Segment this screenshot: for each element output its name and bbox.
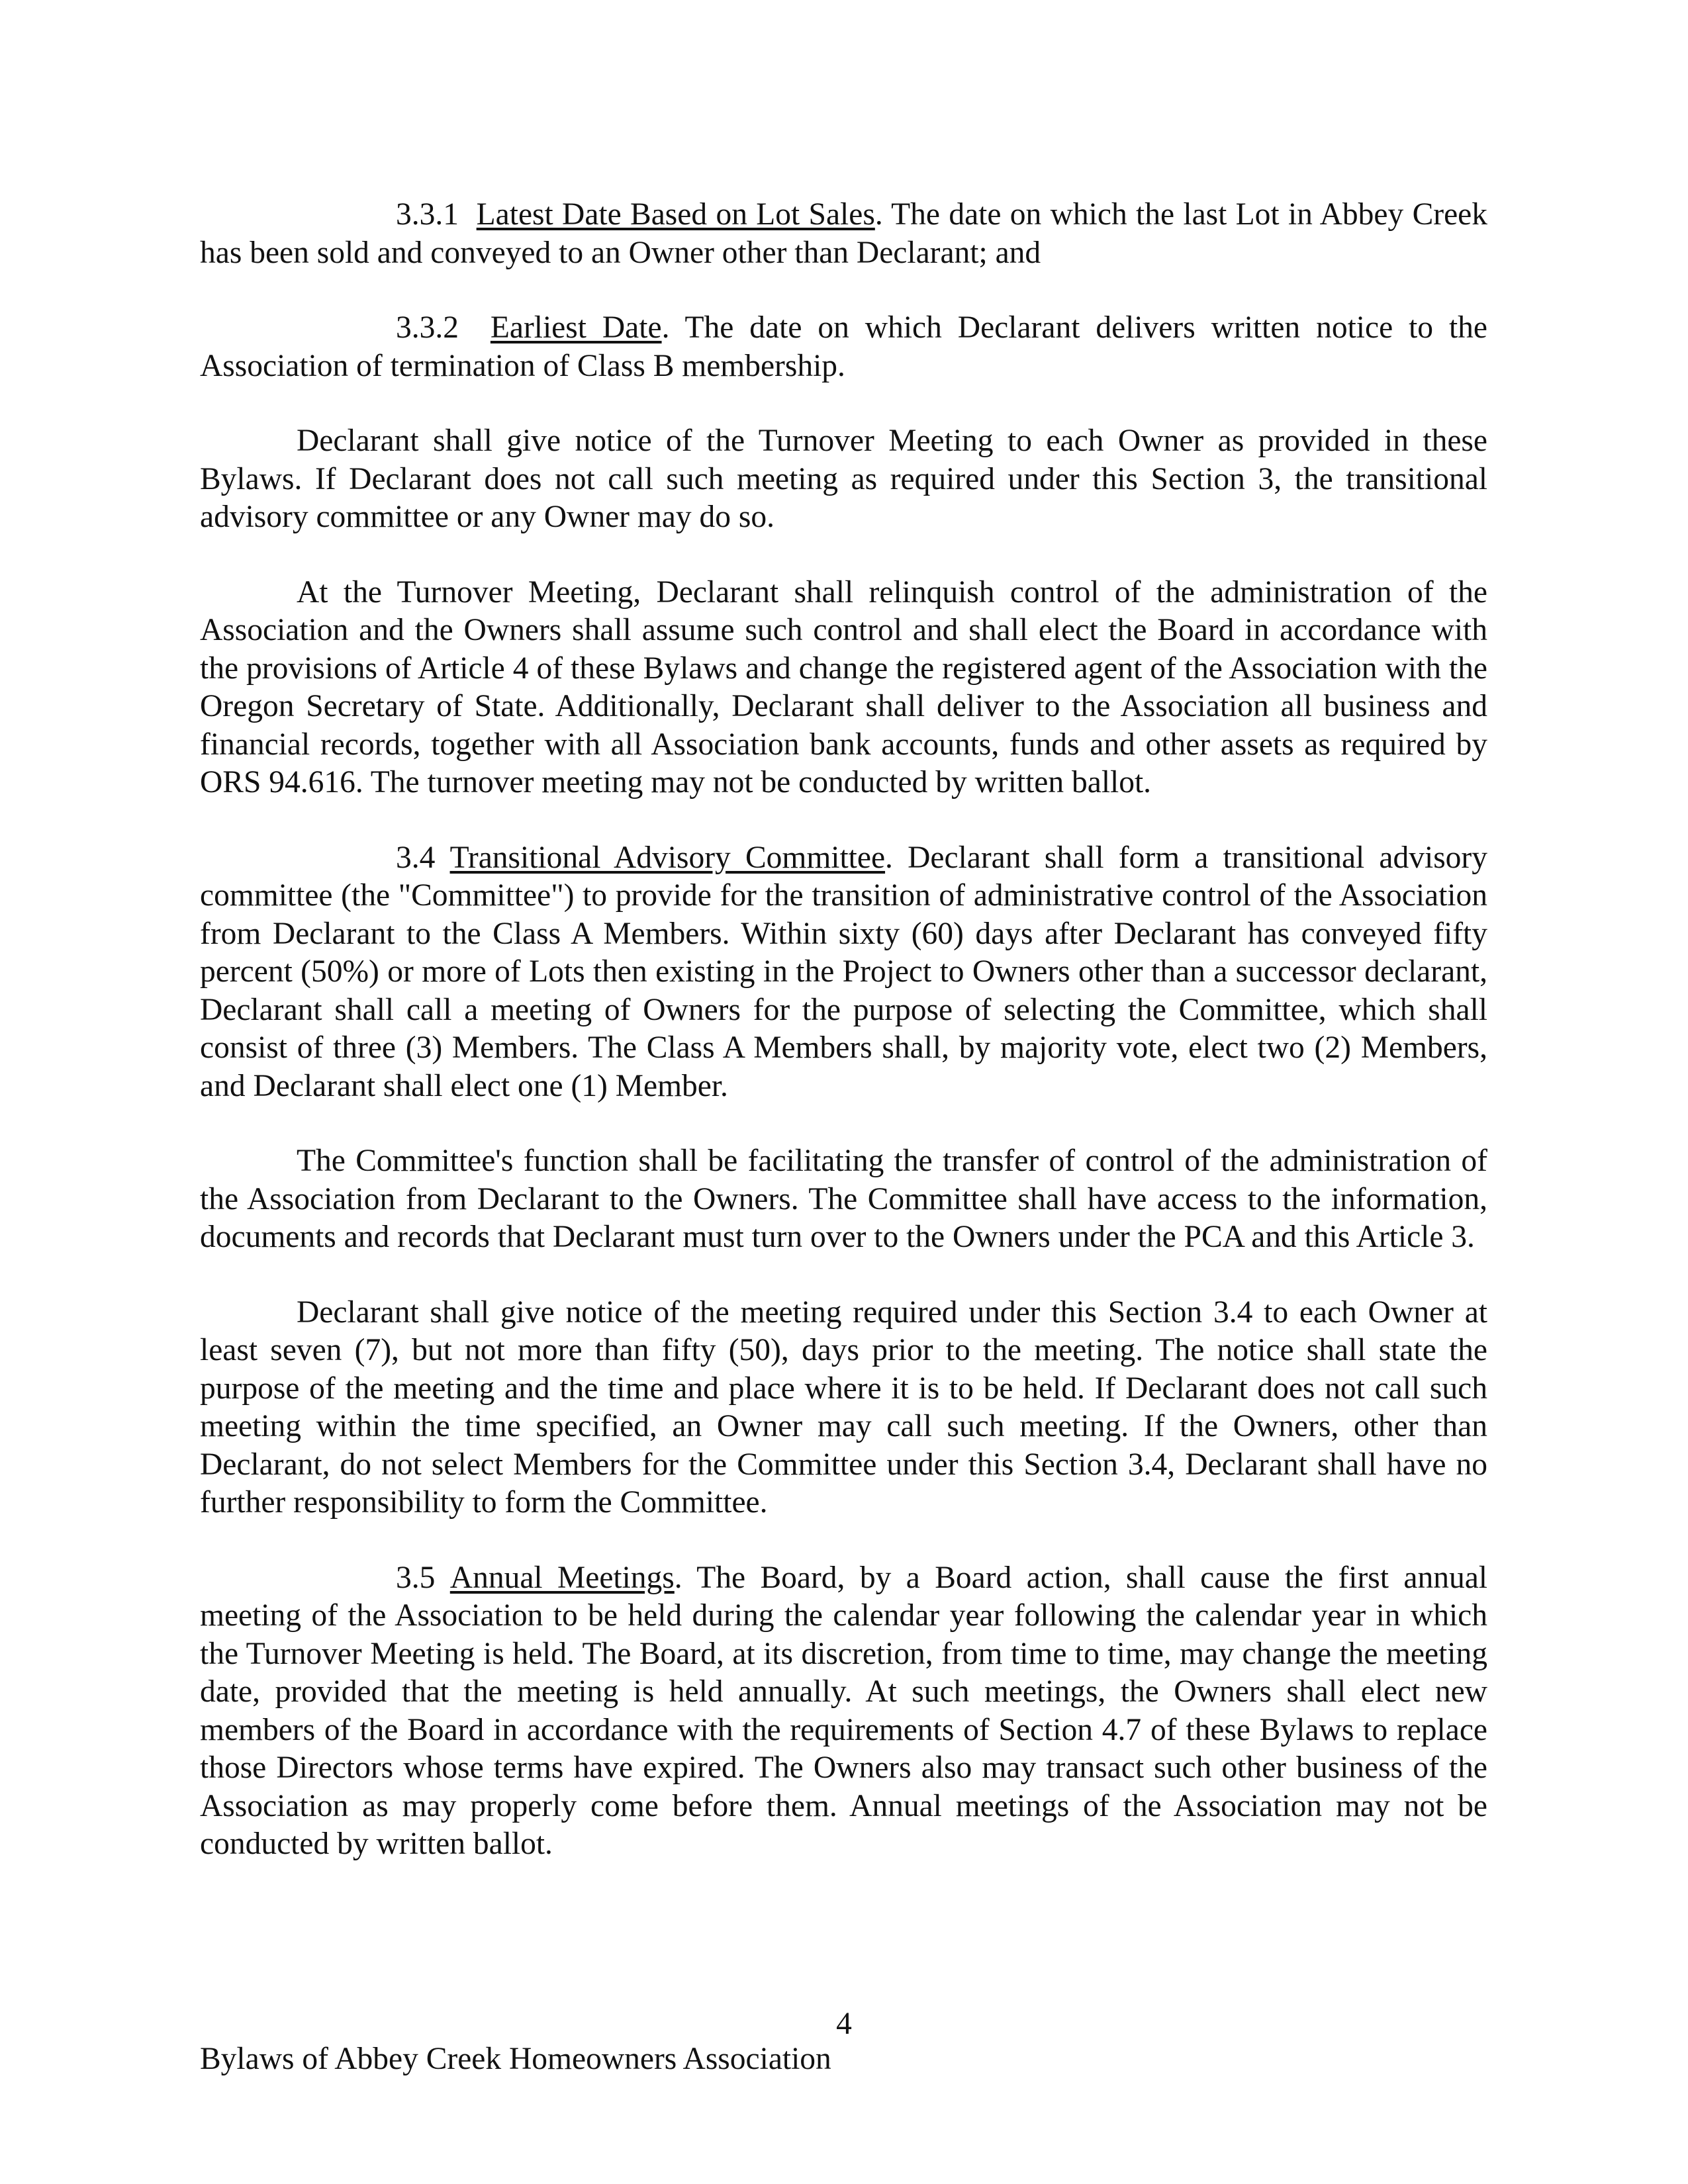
section-3-3-1 [200,196,1487,272]
section-3-4 [200,839,1487,1106]
section-number: 3.3.1 [396,197,459,232]
page-footer: Bylaws of Abbey Creek Homeowners Association [200,2042,831,2076]
section-text: . Declarant shall form a transitional advisory committee (the "Committee") to provide for the transition of administrative control of the Association from Declarant to the Class A Members. Within sixty (60) days after Declarant has conveyed fifty percent (50%) or more of Lots then existing in the Project to Owners other than a successor declarant, Declarant shall call a meeting of Owners for the purpose of selecting the Committee, which shall consist of three (3) Members. The Class A Members shall, by majority vote, elect two (2) Members, and Declarant shall elect one (1) Member. [200,840,1488,1103]
section-number: 3.3.2 [396,310,459,345]
section-heading: Latest Date Based on Lot Sales [476,197,875,232]
section-heading: Transitional Advisory Committee [449,840,886,875]
section-number: 3.5 [396,1560,436,1595]
paragraph-committee-notice: Declarant shall give notice of the meeting required under this Section 3.4 to each Owner at least seven (7), but not more than fifty (50), days prior to the meeting. The notice shall state the purpose of the meeting and the time and place where it is to be held. If Declarant does not call such meeting within the time specified, an Owner may call such meeting. If the Owners, other than Declarant, do not select Members for the Committee under this Section 3.4, Declarant shall have no further responsibility to form the Committee. [200,1295,1487,1520]
section-3-3-2 [200,309,1487,385]
paragraph-turnover-meeting: At the Turnover Meeting, Declarant shall relinquish control of the administration of the Association and the Owners shall assume such control and shall elect the Board in accordance with the provisions of Article 4 of these Bylaws and change the registered agent of the Association with the Oregon Secretary of State. Additionally, Declarant shall deliver to the Association all business and financial records, together with all Association bank accounts, funds and other assets as required by ORS 94.616. The turnover meeting may not be conducted by written ballot. [200,574,1487,799]
paragraph-turnover-notice: Declarant shall give notice of the Turnover Meeting to each Owner as provided in these Bylaws. If Declarant does not call such meeting as required under this Section 3, the transitional advisory committee or any Owner may do so. [200,424,1487,534]
paragraph-committee-function: The Committee's function shall be facilitating the transfer of control of the administration of the Association from Declarant to the Owners. The Committee shall have access to the information, documents and records that Declarant must turn over to the Owners under the PCA and this Article 3. [200,1144,1487,1254]
section-heading: Annual Meetings [449,1560,675,1595]
section-3-5 [200,1559,1487,1864]
section-heading: Earliest Date [490,310,662,345]
page-body [200,196,1487,1864]
section-text: . The date on which the last Lot in Abbey Creek has been sold and conveyed to an Owner other than Declarant; and [200,197,1487,270]
page-number: 4 [836,2007,852,2041]
section-text: . The Board, by a Board action, shall cause the first annual meeting of the Association to be held during the calendar year following the calendar year in which the Turnover Meeting is held. The Board, at its discretion, from time to time, may change the meeting date, provided that the meeting is held annually. At such meetings, the Owners shall elect new members of the Board in accordance with the requirements of Section 4.7 of these Bylaws to replace those Directors whose terms have expired. The Owners also may transact such other business of the Association as may properly come before them. Annual meetings of the Association may not be conducted by written ballot. [200,1560,1487,1861]
section-text: . The date on which Declarant delivers written notice to the Association of termination of Class B membership. [200,310,1488,383]
section-number: 3.4 [396,840,436,875]
